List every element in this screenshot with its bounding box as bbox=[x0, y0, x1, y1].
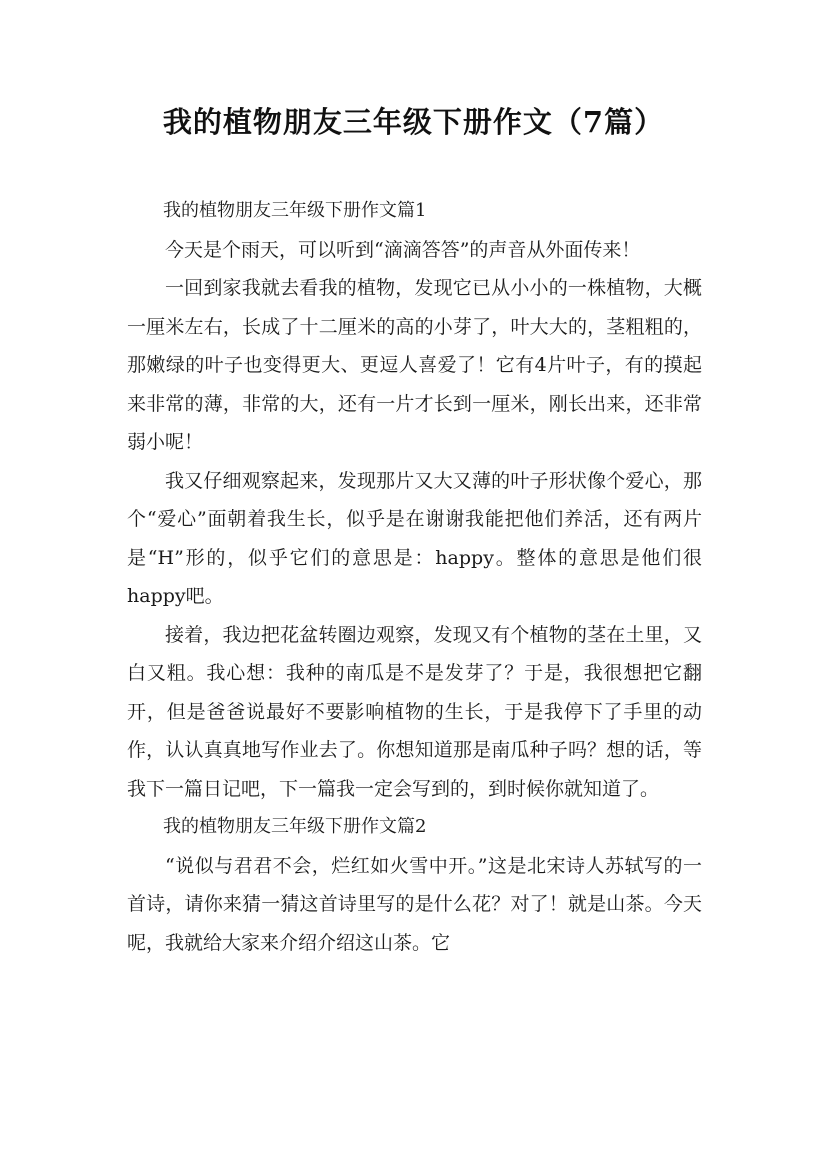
document-body bbox=[127, 192, 702, 962]
paragraph: 接着，我边把花盆转圈边观察，发现又有个植物的茎在土里，又白又粗。我心想：我种的南瓜是不是发芽了？于是，我很想把它翻开，但是爸爸说最好不要影响植物的生长，于是我停下了手里的动作，认认真真地写作业去了。你想知道那是南瓜种子吗？想的话，等我下一篇日记吧，下一篇我一定会写到的，到时候你就知道了。 bbox=[127, 623, 702, 800]
document-title: 我的植物朋友三年级下册作文（7篇） bbox=[162, 105, 665, 139]
section-heading: 我的植物朋友三年级下册作文篇1 bbox=[163, 200, 427, 221]
paragraph: 一回到家我就去看我的植物，发现它已从小小的一株植物，大概一厘米左右，长成了十二厘米的高的小芽了，叶大大的，茎粗粗的，那嫩绿的叶子也变得更大、更逗人喜爱了！它有4片叶子，有的摸起来非常的薄，非常的大，还有一片才长到一厘米，刚长出来，还非常弱小呢！ bbox=[127, 277, 702, 453]
section-heading: 我的植物朋友三年级下册作文篇2 bbox=[163, 816, 427, 837]
paragraph: 我又仔细观察起来，发现那片又大又薄的叶子形状像个爱心，那个“爱心”面朝着我生长，似乎是在谢谢我能把他们养活，还有两片是“H”形的，似乎它们的意思是：happy。整体的意思是他们很happy吧。 bbox=[127, 469, 702, 607]
paragraph: 今天是个雨天，可以听到“滴滴答答”的声音从外面传来！ bbox=[165, 238, 641, 261]
paragraph: “说似与君君不会，烂红如火雪中开。”这是北宋诗人苏轼写的一首诗，请你来猜一猜这首诗里写的是什么花？对了！就是山茶。今天呢，我就给大家来介绍介绍这山茶。它 bbox=[127, 854, 702, 954]
